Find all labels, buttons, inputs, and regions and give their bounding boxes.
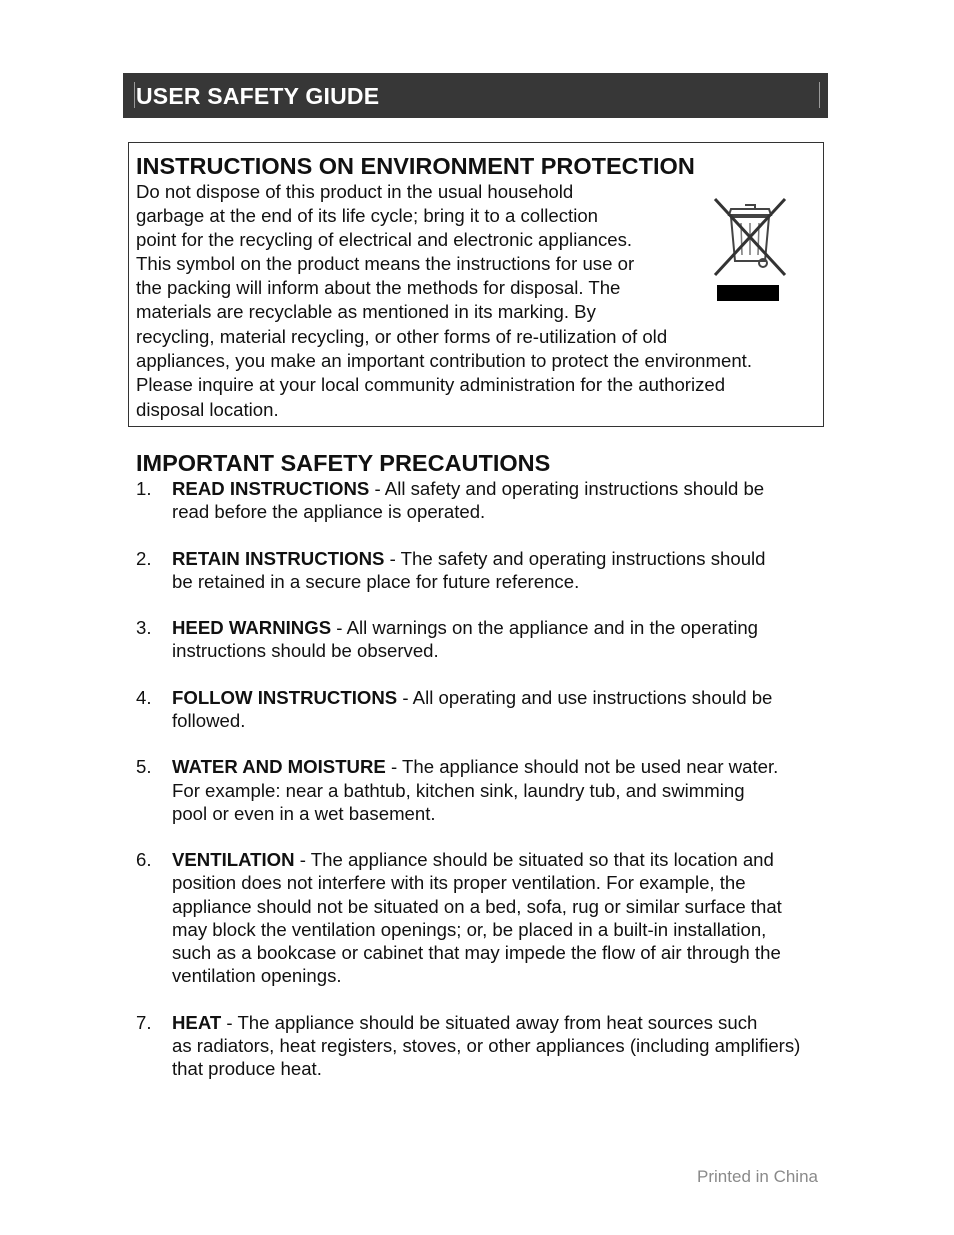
list-item xyxy=(172,1012,757,1034)
list-number: 1. xyxy=(136,478,152,499)
header-divider-left xyxy=(134,82,135,108)
footer-printed-in: Printed in China xyxy=(697,1167,818,1186)
list-item xyxy=(172,617,758,639)
page-title: USER SAFETY GIUDE xyxy=(136,83,380,109)
item-text-line: appliance should not be situated on a bed, sofa, rug or similar surface that xyxy=(172,896,782,917)
environment-text-line: recycling, material recycling, or other forms of re-utilization of old xyxy=(136,326,668,347)
item-text-line: read before the appliance is operated. xyxy=(172,501,486,522)
item-text-line: be retained in a secure place for future reference. xyxy=(172,571,580,592)
environment-text-line: disposal location. xyxy=(136,399,279,420)
item-text: - All operating and use instructions should be xyxy=(397,687,773,708)
list-number: 7. xyxy=(136,1012,152,1033)
item-text-line: instructions should be observed. xyxy=(172,640,439,661)
item-text: - The appliance should be situated away from heat sources such xyxy=(221,1012,758,1033)
item-text: - The appliance should not be used near water. xyxy=(385,756,779,777)
environment-text-line: materials are recyclable as mentioned in its marking. By xyxy=(136,301,596,322)
item-text-line: ventilation openings. xyxy=(172,965,342,986)
item-text-line: that produce heat. xyxy=(172,1058,322,1079)
list-item xyxy=(172,849,774,871)
item-text-line: For example: near a bathtub, kitchen sink, laundry tub, and swimming xyxy=(172,780,745,801)
item-heading: FOLLOW INSTRUCTIONS xyxy=(172,687,398,708)
list-number: 6. xyxy=(136,849,152,870)
list-number: 3. xyxy=(136,617,152,638)
item-text-line: as radiators, heat registers, stoves, or other appliances (including amplifiers) xyxy=(172,1035,801,1056)
item-text-line: pool or even in a wet basement. xyxy=(172,803,436,824)
environment-text-line: appliances, you make an important contribution to protect the environment. xyxy=(136,350,753,371)
list-item xyxy=(172,478,764,500)
header-bar xyxy=(123,73,828,118)
environment-protection-box xyxy=(128,142,824,427)
item-text-line: may block the ventilation openings; or, be placed in a built-in installation, xyxy=(172,919,767,940)
item-heading: READ INSTRUCTIONS xyxy=(172,478,370,499)
list-number: 4. xyxy=(136,687,152,708)
item-text-line: followed. xyxy=(172,710,246,731)
item-text: - All safety and operating instructions should be xyxy=(369,478,765,499)
list-number: 5. xyxy=(136,756,152,777)
environment-text-line: Please inquire at your local community administration for the authorized xyxy=(136,374,726,395)
item-heading: VENTILATION xyxy=(172,849,295,870)
environment-text-line: the packing will inform about the methods for disposal. The xyxy=(136,277,621,298)
item-text: - The safety and operating instructions should xyxy=(384,548,766,569)
item-heading: HEAT xyxy=(172,1012,222,1033)
item-heading: RETAIN INSTRUCTIONS xyxy=(172,548,385,569)
item-text-line: position does not interfere with its proper ventilation. For example, the xyxy=(172,872,746,893)
list-item xyxy=(172,548,766,570)
crossed-out-wheelie-bin-icon xyxy=(707,191,793,307)
item-heading: HEED WARNINGS xyxy=(172,617,332,638)
list-item xyxy=(172,756,778,778)
item-text-line: such as a bookcase or cabinet that may impede the flow of air through the xyxy=(172,942,781,963)
item-text: - All warnings on the appliance and in the operating xyxy=(331,617,759,638)
environment-text-line: garbage at the end of its life cycle; bring it to a collection xyxy=(136,205,599,226)
item-heading: WATER AND MOISTURE xyxy=(172,756,386,777)
environment-text-line: Do not dispose of this product in the usual household xyxy=(136,181,574,202)
list-item xyxy=(172,687,772,709)
environment-text-line: This symbol on the product means the instructions for use or xyxy=(136,253,635,274)
environment-title: INSTRUCTIONS ON ENVIRONMENT PROTECTION xyxy=(136,153,695,179)
environment-text-line: point for the recycling of electrical and electronic appliances. xyxy=(136,229,633,250)
item-text: - The appliance should be situated so that its location and xyxy=(294,849,774,870)
header-divider-right xyxy=(819,82,820,108)
list-number: 2. xyxy=(136,548,152,569)
precautions-title: IMPORTANT SAFETY PRECAUTIONS xyxy=(136,450,551,476)
